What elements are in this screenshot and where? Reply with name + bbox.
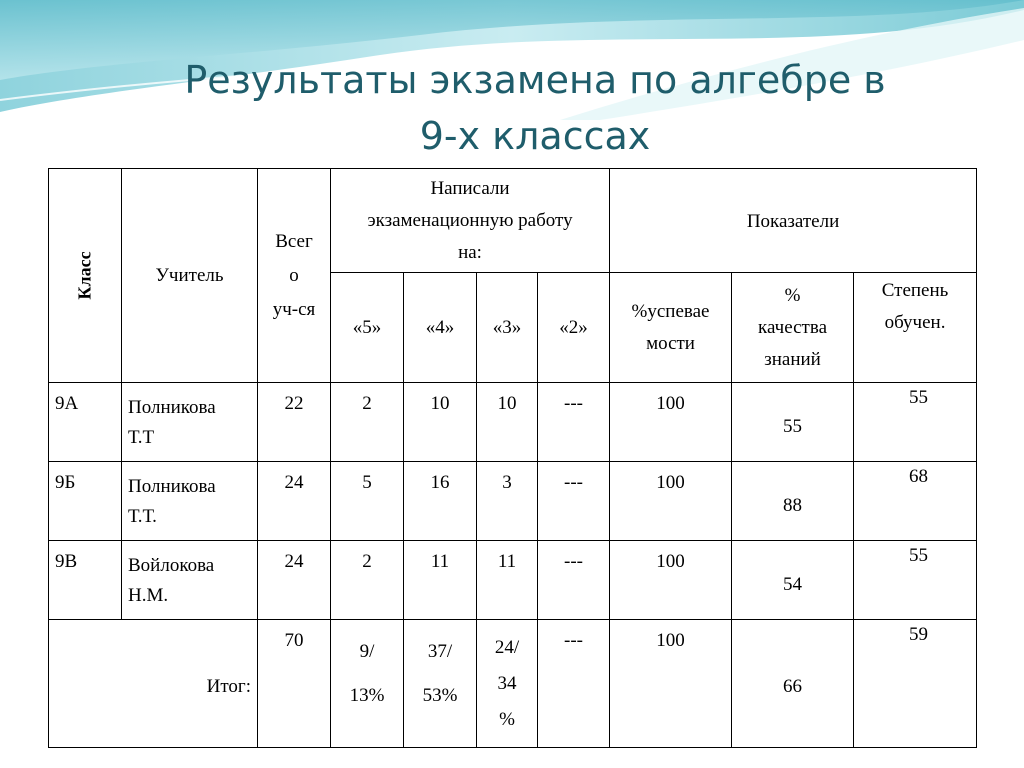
cell-quality: 54 (732, 541, 854, 620)
header-grade-3: «3» (477, 273, 538, 383)
cell-grade-4: 10 (404, 383, 477, 462)
cell-degree: 55 (854, 383, 977, 462)
cell-degree: 68 (854, 462, 977, 541)
table-row (49, 541, 977, 620)
header-grade-2: «2» (538, 273, 610, 383)
cell-grade-3: 3 (477, 462, 538, 541)
cell-teacher: Войлокова Н.М. (122, 541, 258, 620)
cell-grade-5: 5 (331, 462, 404, 541)
cell-total-grade-3: 24/ 34 % (477, 620, 538, 748)
cell-success: 100 (610, 383, 732, 462)
cell-success: 100 (610, 541, 732, 620)
cell-total-success: 100 (610, 620, 732, 748)
cell-grade-5: 2 (331, 383, 404, 462)
cell-degree: 55 (854, 541, 977, 620)
page-title (160, 52, 910, 164)
cell-teacher: Полникова Т.Т (122, 383, 258, 462)
cell-total-students: 70 (258, 620, 331, 748)
table-row (49, 462, 977, 541)
cell-quality: 88 (732, 462, 854, 541)
cell-total-grade-2: --- (538, 620, 610, 748)
header-indicators: Показатели (610, 169, 977, 273)
cell-grade-2: --- (538, 383, 610, 462)
cell-grade-3: 10 (477, 383, 538, 462)
header-row-1 (49, 169, 977, 273)
cell-class: 9А (49, 383, 122, 462)
header-teacher: Учитель (122, 169, 258, 383)
header-degree: Степень обучен. (854, 273, 977, 383)
cell-teacher: Полникова Т.Т. (122, 462, 258, 541)
title-line-2: 9-х классах (419, 114, 651, 158)
header-total-students: Всег о уч-ся (258, 169, 331, 383)
cell-total: 22 (258, 383, 331, 462)
cell-grade-5: 2 (331, 541, 404, 620)
header-wrote-exam: Написали экзаменационную работу на: (331, 169, 610, 273)
cell-grade-3: 11 (477, 541, 538, 620)
header-class: Класс (49, 169, 122, 383)
cell-class: 9Б (49, 462, 122, 541)
cell-class: 9В (49, 541, 122, 620)
cell-total-grade-5: 9/ 13% (331, 620, 404, 748)
cell-total: 24 (258, 462, 331, 541)
cell-total-label: Итог: (49, 620, 258, 748)
header-grade-4: «4» (404, 273, 477, 383)
cell-total: 24 (258, 541, 331, 620)
title-line-1: Результаты экзамена по алгебре в (184, 58, 886, 102)
cell-grade-2: --- (538, 462, 610, 541)
cell-total-quality: 66 (732, 620, 854, 748)
cell-grade-4: 11 (404, 541, 477, 620)
cell-total-degree: 59 (854, 620, 977, 748)
header-quality: % качества знаний (732, 273, 854, 383)
header-success-rate: %успевае мости (610, 273, 732, 383)
header-grade-5: «5» (331, 273, 404, 383)
cell-success: 100 (610, 462, 732, 541)
results-table (48, 168, 977, 748)
cell-total-grade-4: 37/ 53% (404, 620, 477, 748)
cell-quality: 55 (732, 383, 854, 462)
table-row (49, 383, 977, 462)
cell-grade-4: 16 (404, 462, 477, 541)
total-row (49, 620, 977, 748)
cell-grade-2: --- (538, 541, 610, 620)
